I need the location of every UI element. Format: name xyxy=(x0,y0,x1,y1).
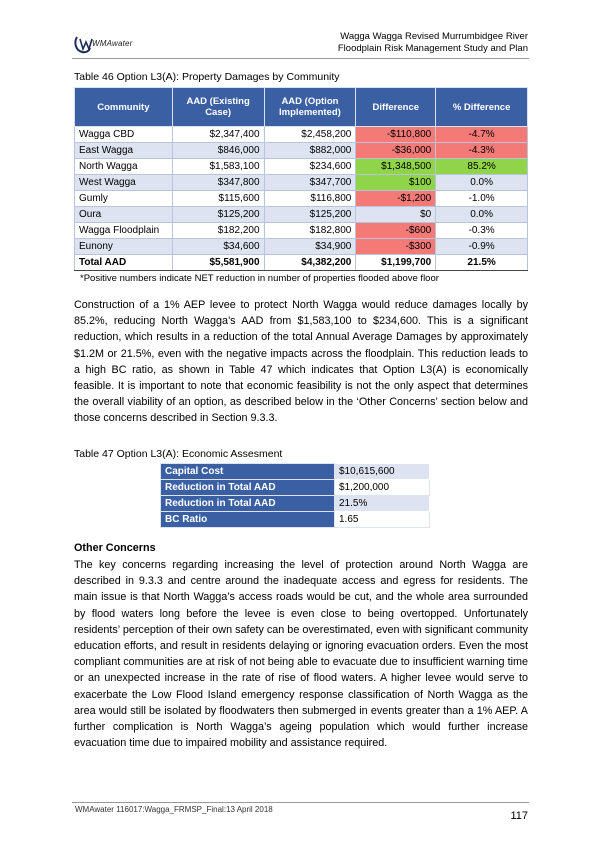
difference-cell: -$110,800 xyxy=(356,127,436,143)
total-difference-cell: $1,199,700 xyxy=(356,255,436,271)
other-concerns-heading: Other Concerns xyxy=(74,542,156,554)
document-title xyxy=(338,31,528,55)
other-concerns-paragraph: The key concerns regarding increasing the level of protection around North Wagga are described in 9.3.3 and centre around the inadequate access and egress for residents. The main issue is that North Wagga’s access roads would be cut, and the whole area surrounded by flood waters long before the levee is even close to being overtopped. Unfortunately residents’ perception of their own safety can be overestimated, even with significant community education efforts, and result in residents delaying or ignoring evacuation orders. Even the most compliant communities are at risk of not being able to evacuate due to insufficient warning time or an unexpected increase in the rate of rise of flood waters. A higher levee would serve to exacerbate the Low Flood Island emergency response classification of North Wagga as the area would still be isolated by floodwaters then submerged in events greater than a 1% AEP. A further complication is North Wagga’s ageing population which would further increase evacuation time due to impaired mobility and assistance required. xyxy=(74,559,528,750)
total-aad-existing-cell: $5,581,900 xyxy=(172,255,264,271)
community-cell: North Wagga xyxy=(75,159,173,175)
table-row xyxy=(161,464,430,480)
aad-existing-cell: $2,347,400 xyxy=(172,127,264,143)
aad-existing-cell: $125,200 xyxy=(172,207,264,223)
aad-option-cell: $182,800 xyxy=(264,223,356,239)
col-header-aad-existing: AAD (Existing Case) xyxy=(172,88,264,127)
aad-existing-cell: $1,583,100 xyxy=(172,159,264,175)
difference-cell: -$1,200 xyxy=(356,191,436,207)
difference-cell: -$300 xyxy=(356,239,436,255)
pct-difference-cell: 85.2% xyxy=(436,159,528,175)
aad-option-cell: $125,200 xyxy=(264,207,356,223)
table47-caption: Table 47 Option L3(A): Economic Assesment xyxy=(74,448,283,460)
footer-divider xyxy=(72,802,529,803)
property-damages-table xyxy=(74,87,528,271)
community-cell: Oura xyxy=(75,207,173,223)
difference-cell: $1,348,500 xyxy=(356,159,436,175)
difference-cell: $100 xyxy=(356,175,436,191)
pct-difference-cell: -0.9% xyxy=(436,239,528,255)
aad-option-cell: $116,800 xyxy=(264,191,356,207)
difference-cell: $0 xyxy=(356,207,436,223)
col-header-aad-option: AAD (Option Implemented) xyxy=(264,88,356,127)
levee-reduction-paragraph: Construction of a 1% AEP levee to protect North Wagga would reduce damages locally by 85.2%, reducing North Wagga’s AAD from $1,583,100 to $234,600. This is a significant reduction, which results in a reduction of the total Annual Average Damages by approximately $1.2M or 21.5%, even with the negative impacts across the floodplain. This reduction leads to a high BC ratio, as shown in Table 47 which indicates that Option L3(A) is economically feasible. It is important to note that economic feasibility is not the only aspect that determines the overall viability of an option, as described below in the ‘Other Concerns’ section below and those concerns described in Section 9.3.3. xyxy=(74,299,528,425)
table-row xyxy=(161,496,430,512)
table-row xyxy=(75,207,528,223)
pct-difference-cell: -4.7% xyxy=(436,127,528,143)
document-title-line2: Floodplain Risk Management Study and Plan xyxy=(337,43,528,54)
pct-difference-cell: 0.0% xyxy=(436,175,528,191)
table-row xyxy=(161,480,430,496)
pct-difference-cell: -4.3% xyxy=(436,143,528,159)
table46-footnote: *Positive numbers indicate NET reduction in number of properties flooded above floor xyxy=(80,273,439,284)
economic-assessment-table xyxy=(160,463,430,528)
assessment-label-cell: Reduction in Total AAD xyxy=(161,480,335,496)
difference-cell: -$36,000 xyxy=(356,143,436,159)
header-divider xyxy=(72,58,529,59)
assessment-label-cell: Reduction in Total AAD xyxy=(161,496,335,512)
aad-existing-cell: $182,200 xyxy=(172,223,264,239)
pct-difference-cell: -1.0% xyxy=(436,191,528,207)
assessment-value-cell: $1,200,000 xyxy=(335,480,430,496)
table-row xyxy=(75,191,528,207)
logo-text: WMAwater xyxy=(92,39,133,48)
aad-option-cell: $234,600 xyxy=(264,159,356,175)
col-header-pct-difference: % Difference xyxy=(436,88,528,127)
document-title-line1: Wagga Wagga Revised Murrumbidgee River xyxy=(340,31,528,42)
aad-option-cell: $2,458,200 xyxy=(264,127,356,143)
community-cell: Eunony xyxy=(75,239,173,255)
total-row xyxy=(75,255,528,271)
footer-reference: WMAwater 116017:Wagga_FRMSP_Final:13 April 2018 xyxy=(75,805,273,814)
aad-existing-cell: $34,600 xyxy=(172,239,264,255)
difference-cell: -$600 xyxy=(356,223,436,239)
assessment-label-cell: BC Ratio xyxy=(161,512,335,528)
aad-existing-cell: $347,800 xyxy=(172,175,264,191)
community-cell: Wagga Floodplain xyxy=(75,223,173,239)
community-cell: West Wagga xyxy=(75,175,173,191)
aad-existing-cell: $115,600 xyxy=(172,191,264,207)
table-row xyxy=(75,175,528,191)
assessment-value-cell: 1.65 xyxy=(335,512,430,528)
assessment-value-cell: 21.5% xyxy=(335,496,430,512)
table-row xyxy=(75,239,528,255)
aad-existing-cell: $846,000 xyxy=(172,143,264,159)
community-cell: Gumly xyxy=(75,191,173,207)
page-number: 117 xyxy=(510,810,528,822)
assessment-value-cell: $10,615,600 xyxy=(335,464,430,480)
col-header-community: Community xyxy=(75,88,173,127)
aad-option-cell: $882,000 xyxy=(264,143,356,159)
table46-caption: Table 46 Option L3(A): Property Damages by Community xyxy=(74,71,340,83)
community-cell: East Wagga xyxy=(75,143,173,159)
table-row xyxy=(161,512,430,528)
table-row xyxy=(75,159,528,175)
aad-option-cell: $34,900 xyxy=(264,239,356,255)
table-row xyxy=(75,143,528,159)
total-aad-option-cell: $4,382,200 xyxy=(264,255,356,271)
aad-option-cell: $347,700 xyxy=(264,175,356,191)
total-label-cell: Total AAD xyxy=(75,255,173,271)
table-row xyxy=(75,127,528,143)
pct-difference-cell: 0.0% xyxy=(436,207,528,223)
assessment-label-cell: Capital Cost xyxy=(161,464,335,480)
col-header-difference: Difference xyxy=(356,88,436,127)
table-row xyxy=(75,223,528,239)
total-pct-difference-cell: 21.5% xyxy=(436,255,528,271)
pct-difference-cell: -0.3% xyxy=(436,223,528,239)
community-cell: Wagga CBD xyxy=(75,127,173,143)
